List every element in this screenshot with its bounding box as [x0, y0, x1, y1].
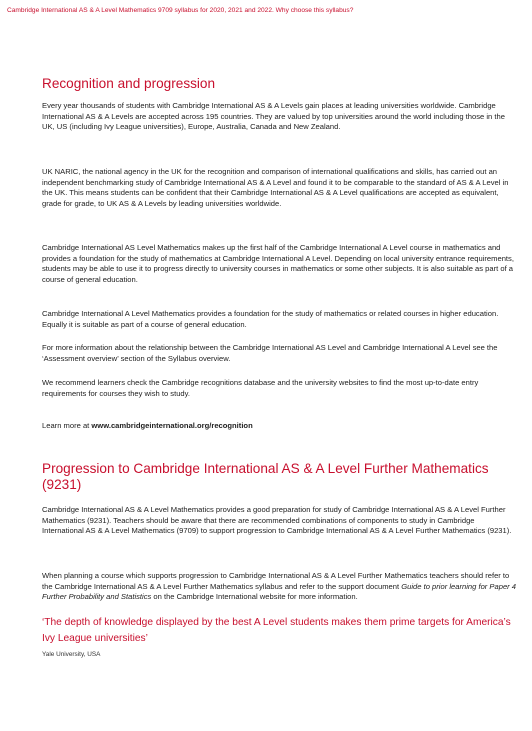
- learn-more-prefix: Learn more at: [42, 421, 92, 430]
- paragraph-recognition-5: For more information about the relationship between the Cambridge International AS Level and Cambridge International A Level see the ‘Assessment overview’ section of the Syllabus overview.: [42, 343, 498, 363]
- paragraph-recognition-3: Cambridge International AS Level Mathematics makes up the first half of the Cambridge International A Level course in mathematics and provides a foundation for the study of mathematics at Cambridge International A Level. Depending on local university entrance requirements, students may be able to use it to progress directly to university courses in mathematics or some other subjects. It is also suitable as part of a course of general education.: [42, 243, 514, 284]
- paragraph-progression-2: [42, 571, 518, 603]
- pull-quote: ‘The depth of knowledge displayed by the best A Level students makes them prime targets for America’s Ivy League universities’: [42, 617, 511, 644]
- section-title-recognition: Recognition and progression: [42, 76, 216, 91]
- paragraph-recognition-1: Every year thousands of students with Cambridge International AS & A Levels gain places at leading universities worldwide. Cambridge International AS & A Levels are accepted across 195 countries. They are valued by top universities around the world including those in the UK, US (including Ivy League universities), Europe, Australia, Canada and New Zealand.: [42, 101, 505, 132]
- quote-source: Yale University, USA: [42, 651, 101, 658]
- paragraph-recognition-6: We recommend learners check the Cambridge recognitions database and the university websites to find the most up-to-date entry requirements for courses they wish to study.: [42, 378, 479, 398]
- paragraph-recognition-4: Cambridge International A Level Mathematics provides a foundation for the study of mathematics or related courses in higher education. Equally it is suitable as part of a course of general education.: [42, 309, 499, 329]
- progression-2-text-b: on the Cambridge International website for more information.: [151, 592, 358, 602]
- guide-document-title: Guide to prior learning for Paper 4 Further Probability and Statistics: [42, 581, 517, 602]
- progression-2-text-a: When planning a course which supports progression to Cambridge International AS & A Level Further Mathematics teachers should refer to the Cambridge International AS & A Level Further Mathematics syllabus and refer to the support document: [42, 571, 510, 591]
- section-title-progression: Progression to Cambridge International AS & A Level Further Mathematics (9231): [42, 461, 489, 492]
- paragraph-progression-1: Cambridge International AS & A Level Mathematics provides a good preparation for study of Cambridge International AS & A Level Further Mathematics (9231). Teachers should be aware that there are recommended combinations of components to study in Cambridge International AS & A Level Mathematics (9709) to support progression to Cambridge International AS & A Level Further Mathematics (9231).: [42, 505, 512, 536]
- running-header: Cambridge International AS & A Level Mathematics 9709 syllabus for 2020, 2021 and 2022. Why choose this syllabus?: [7, 7, 354, 14]
- paragraph-recognition-2: UK NARIC, the national agency in the UK for the recognition and comparison of international qualifications and skills, has carried out an independent benchmarking study of Cambridge International AS & A Level and found it to be comparable to the standard of AS & A Level in the UK. This means students can be confident that their Cambridge International AS & A Level qualifications are accepted as equivalent, grade for grade, to UK AS & A Levels by leading universities worldwide.: [42, 167, 509, 208]
- recognition-link[interactable]: www.cambridgeinternational.org/recognition: [91, 421, 253, 430]
- paragraph-learn-more: [42, 421, 518, 432]
